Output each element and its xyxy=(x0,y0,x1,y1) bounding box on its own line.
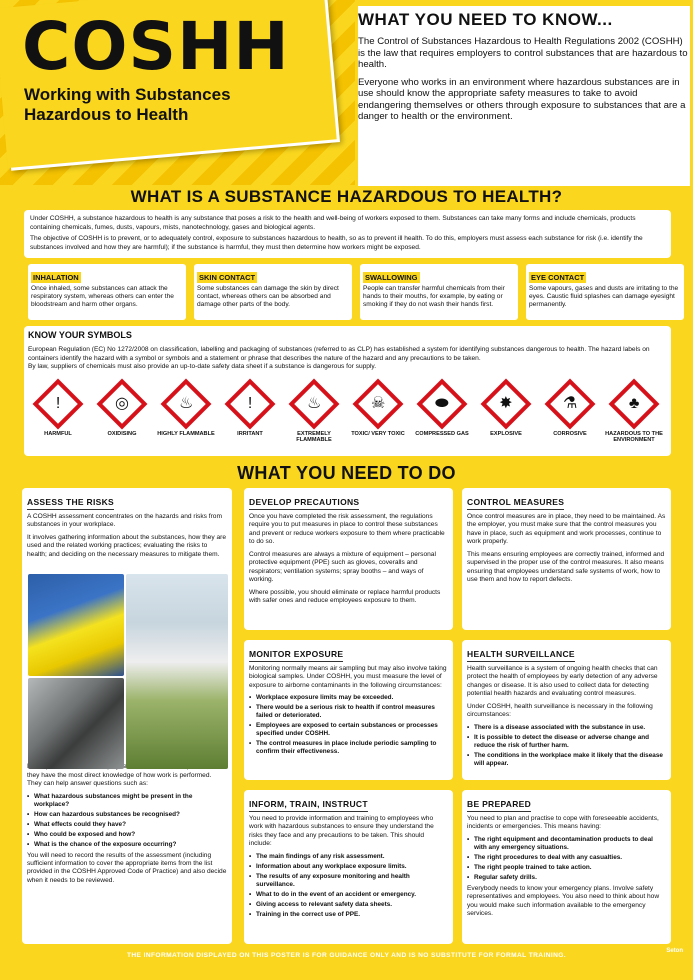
hazard-symbols-row xyxy=(28,380,668,450)
poster-subtitle: Working with Substances Hazardous to Health xyxy=(24,85,231,124)
health-bullets xyxy=(467,724,666,768)
list-item: • The conditions in the workplace make it likely that the disease will appear. xyxy=(467,752,666,768)
assess-title: ASSESS THE RISKS xyxy=(27,497,114,510)
inform-bullets xyxy=(249,853,448,919)
route-title: INHALATION xyxy=(33,273,79,282)
hazard-pictogram-icon: ✸ xyxy=(481,379,532,430)
list-item: • The right procedures to deal with any casualties. xyxy=(467,854,666,862)
route-title: EYE CONTACT xyxy=(531,273,585,282)
assess-p4: You will need to record the results of the assessment (including sufficient information to cover the appropriate items from the list provided in the COSHH Approved Code of Practice) and also decide when it needs to be reviewed. xyxy=(27,851,227,884)
inform-train-box xyxy=(244,790,453,944)
hazard-symbol-label: HIGHLY FLAMMABLE xyxy=(157,431,215,437)
hazard-symbol xyxy=(412,380,472,437)
route-text: Some substances can damage the skin by direct contact, whereas others can be absorbed and damage other parts of the body. xyxy=(197,285,339,309)
monitor-p1: Monitoring normally means air sampling but may also involve taking biological samples. Under COSHH, you must measure the level of exposure to airborne contaminants in the following circumstances: xyxy=(249,665,447,689)
develop-title: DEVELOP PRECAUTIONS xyxy=(249,497,359,510)
list-item: • Workplace exposure limits may be exceeded. xyxy=(249,694,448,702)
route-card-swallowing xyxy=(360,264,518,320)
hazard-pictogram-icon: ! xyxy=(33,379,84,430)
list-item: • There would be a serious risk to health if control measures failed or deteriorated. xyxy=(249,704,448,720)
symbols-heading: KNOW YOUR SYMBOLS xyxy=(28,330,132,340)
develop-p2: Control measures are always a mixture of equipment – personal protective equipment (PPE) such as gloves, coveralls and respirators; ventilation systems; spray booths – and ways of working. xyxy=(249,550,436,584)
hazard-symbol-label: COMPRESSED GAS xyxy=(415,431,469,437)
list-item: • It is possible to detect the disease or adverse change and reduce the risk of further harm. xyxy=(467,734,666,750)
list-item: • The right equipment and decontamination products to deal with any emergency situations. xyxy=(467,836,666,852)
hazard-symbol-label: EXPLOSIVE xyxy=(490,431,522,437)
photo-oil-drum xyxy=(28,678,124,769)
assess-p1: A COSHH assessment concentrates on the hazards and risks from substances in your workplace. xyxy=(27,513,222,529)
route-title: SWALLOWING xyxy=(365,273,418,282)
hazard-symbol xyxy=(284,380,344,444)
hazard-pictogram-icon: ♣ xyxy=(609,379,660,430)
substance-heading: WHAT IS A SUBSTANCE HAZARDOUS TO HEALTH? xyxy=(130,187,563,206)
list-item: • Information about any workplace exposure limits. xyxy=(249,863,448,871)
health-p1: Health surveillance is a system of ongoing health checks that can protect the health of employees by early detection of any adverse changes or disease. It is also used to collect data for detecting potential health hazards and evaluating control measures. xyxy=(467,665,658,698)
be-prepared-box xyxy=(462,790,671,944)
list-item: • What is the chance of the exposure occurring? xyxy=(27,841,227,849)
todo-heading: WHAT YOU NEED TO DO xyxy=(237,463,456,483)
hazard-symbol xyxy=(476,380,536,437)
control-title: CONTROL MEASURES xyxy=(467,497,564,510)
list-item: • Training in the correct use of PPE. xyxy=(249,911,448,919)
inform-title: INFORM, TRAIN, INSTRUCT xyxy=(249,799,368,812)
hazard-symbol xyxy=(540,380,600,437)
substance-paragraph-2: The objective of COSHH is to prevent, or to adequately control, exposure to substances hazardous to health, so as to prevent ill health. To do this, employers must assess each substance for risk (i.e. identify the substances involved and how they are harmful); if the substance is harmful, they must then determine how workers might be exposed. xyxy=(30,235,643,251)
hazard-symbol xyxy=(604,380,664,444)
develop-precautions-box xyxy=(244,488,453,630)
assess-p2: It involves gathering information about the substances, how they are used and the related working practices; evaluating the risks to health; and deciding on the necessary measures to mitigate them. xyxy=(27,533,227,558)
health-surveillance-box xyxy=(462,640,671,780)
hazard-symbol xyxy=(348,380,408,437)
substance-intro xyxy=(26,212,669,258)
list-item: • The control measures in place include periodic sampling to confirm their effectiveness. xyxy=(249,740,448,756)
list-item: • How can hazardous substances be recognised? xyxy=(27,811,227,819)
hazard-symbol-label: OXIDISING xyxy=(107,431,137,437)
poster-title: COSHH xyxy=(22,8,290,85)
hazard-pictogram-icon: ! xyxy=(225,379,276,430)
inform-p1: You need to provide information and training to employees who work with hazardous substances to ensure they understand the risks they face and any precautions to be taken. This should include: xyxy=(249,815,434,848)
assess-bullets xyxy=(27,793,227,849)
list-item: • What effects could they have? xyxy=(27,821,227,829)
hazard-pictogram-icon: ⬬ xyxy=(417,379,468,430)
hazard-pictogram-icon: ⚗ xyxy=(545,379,596,430)
control-measures-box xyxy=(462,488,671,630)
hazard-symbol xyxy=(156,380,216,437)
list-item: • The main findings of any risk assessment. xyxy=(249,853,448,861)
health-title: HEALTH SURVEILLANCE xyxy=(467,649,575,662)
monitor-title: MONITOR EXPOSURE xyxy=(249,649,343,662)
know-paragraph-1: The Control of Substances Hazardous to Health Regulations 2002 (COSHH) is the law that requires employers to control substances that are hazardous to health. xyxy=(358,36,688,70)
health-p2: Under COSHH, health surveillance is necessary in the following circumstances: xyxy=(467,702,653,719)
photo-worker-barrels xyxy=(28,574,124,676)
list-item: • What to do in the event of an accident or emergency. xyxy=(249,891,448,899)
list-item: • What hazardous substances might be present in the workplace? xyxy=(27,793,227,809)
develop-p3: Where possible, you should eliminate or replace harmful products with safer ones and reduce employees exposure to them. xyxy=(249,588,441,604)
list-item: • The results of any exposure monitoring and health surveillance. xyxy=(249,873,448,889)
control-p2: This means ensuring employees are correctly trained, informed and supervised in the proper use of the control measures. It also means ensuring that employees understand safe systems of work, how to use them and how to report defects. xyxy=(467,550,665,584)
route-title: SKIN CONTACT xyxy=(199,273,256,282)
list-item: • Employees are exposed to certain substances or processes specified under COSHH. xyxy=(249,722,448,738)
control-p1: Once control measures are in place, they need to be maintained. As the employer, you must make sure that the control measures you have in place, such as equipment and work processes, continue to work properly. xyxy=(467,513,666,546)
prepared-title: BE PREPARED xyxy=(467,799,531,812)
list-item: • Who could be exposed and how? xyxy=(27,831,227,839)
know-heading: WHAT YOU NEED TO KNOW... xyxy=(358,10,613,29)
hazard-symbol-label: HAZARDOUS TO THE ENVIRONMENT xyxy=(605,431,663,444)
hazard-symbol-label: HARMFUL xyxy=(44,431,72,437)
photo-worker-sprayer xyxy=(126,574,228,769)
hazard-symbol xyxy=(92,380,152,437)
prepared-p1: You need to plan and practise to cope with foreseeable accidents, incidents or emergencies. This means having: xyxy=(467,815,659,831)
prepared-p2: Everybody needs to know your emergency plans. Involve safety representatives and employees. You also need to think about how you would make such information available to the emergency services. xyxy=(467,884,660,918)
assess-p3: they have the most direct knowledge of how work is performed. They can help answer questions such as: xyxy=(27,771,212,788)
list-item: • The right people trained to take action. xyxy=(467,864,666,872)
route-card-eye xyxy=(526,264,684,320)
know-paragraph-2: Everyone who works in an environment where hazardous substances are in use should know the appropriate safety measures to take to avoid endangering themselves or others through exposure to substances that are a danger to health or the environment. xyxy=(358,76,686,122)
route-card-skin xyxy=(194,264,352,320)
route-card-inhalation xyxy=(28,264,186,320)
hazard-symbol-label: IRRITANT xyxy=(237,431,263,437)
hazard-symbol-label: EXTREMELY FLAMMABLE xyxy=(296,431,332,444)
route-text: People can transfer harmful chemicals from their hands to their mouths, for example, by eating or smoking if they do not wash their hands first. xyxy=(363,285,505,309)
develop-p1: Once you have completed the risk assessment, the regulations require you to put measures in place to control these substances and prevent or reduce workers exposure to them where practicable to do so. xyxy=(249,513,445,546)
hazard-symbol-label: CORROSIVE xyxy=(553,431,587,437)
list-item: • Giving access to relevant safety data sheets. xyxy=(249,901,448,909)
symbols-text xyxy=(28,346,666,372)
monitor-bullets xyxy=(249,694,448,756)
what-you-need-to-know xyxy=(358,6,690,186)
hazard-pictogram-icon: ♨ xyxy=(161,379,212,430)
brand-logo: Seton xyxy=(666,948,683,954)
prepared-bullets xyxy=(467,836,666,882)
hazard-symbol xyxy=(220,380,280,437)
substance-paragraph-1: Under COSHH, a substance hazardous to health is any substance that poses a risk to the health and well-being of workers exposed to them. Substances can take many forms and include chemicals, products containing chemicals, fumes, dusts, vapours, mists, nanotechnology, gases and biological agents. xyxy=(30,215,636,231)
footer-disclaimer: THE INFORMATION DISPLAYED ON THIS POSTER IS FOR GUIDANCE ONLY AND IS NO SUBSTITUTE FOR FORMAL TRAINING. xyxy=(126,952,567,959)
route-text: Once inhaled, some substances can attack the respiratory system, whereas others can enter the bloodstream and harm other organs. xyxy=(31,285,174,309)
hazard-symbol xyxy=(28,380,88,437)
list-item: • There is a disease associated with the substance in use. xyxy=(467,724,666,732)
symbols-paragraph-2: By law, suppliers of chemicals must also provide an up-to-date safety data sheet if a substance is dangerous for supply. xyxy=(28,363,377,371)
symbols-paragraph-1: European Regulation (EC) No 1272/2008 on classification, labelling and packaging of substances (referred to as CLP) has established a system for identifying substances dangerous to health. The hazard labels on containers identify the hazard with a symbol or symbols and a statement or phrase that describes the nature of the hazard and any precautions to be taken. xyxy=(28,346,650,362)
hazard-pictogram-icon: ◎ xyxy=(97,379,148,430)
hazard-pictogram-icon: ♨ xyxy=(289,379,340,430)
monitor-exposure-box xyxy=(244,640,453,780)
hazard-symbol-label: TOXIC/ VERY TOXIC xyxy=(351,431,405,437)
list-item: • Regular safety drills. xyxy=(467,874,666,882)
hazard-pictogram-icon: ☠ xyxy=(353,379,404,430)
route-text: Some vapours, gases and dusts are irritating to the eyes. Caustic fluid splashes can damage eyesight permanently. xyxy=(529,285,679,309)
